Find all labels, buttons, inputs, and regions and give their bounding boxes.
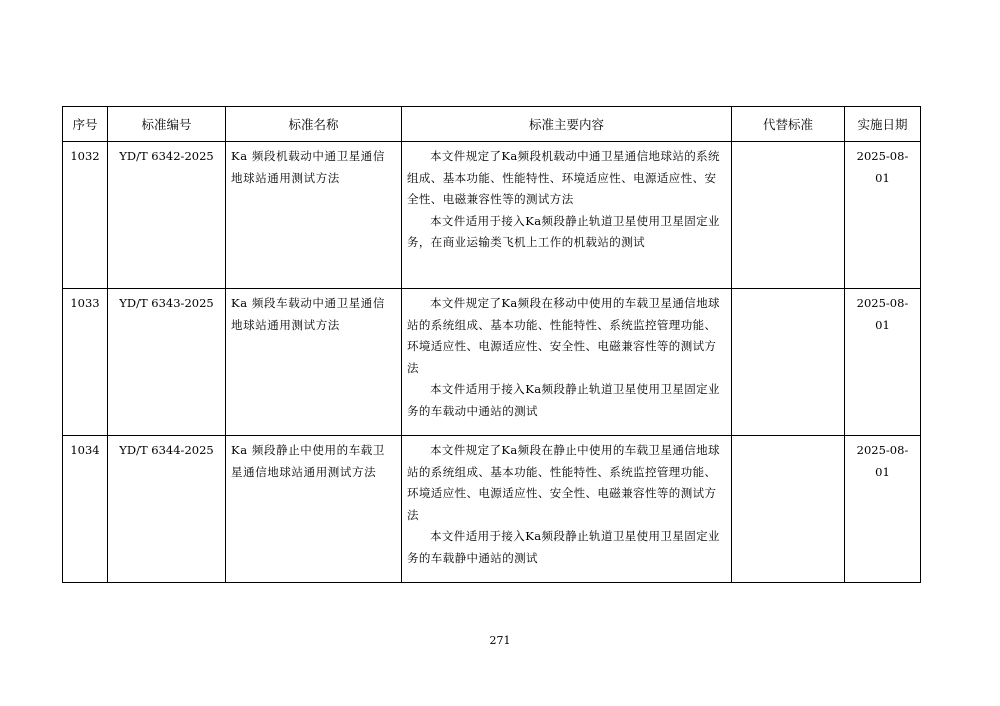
row-name: Ka 频段静止中使用的车载卫星通信地球站通用测试方法: [226, 436, 402, 583]
header-name: 标准名称: [226, 107, 402, 142]
row-content: [402, 436, 732, 583]
content-paragraph: 本文件适用于接入Ka频段静止轨道卫星使用卫星固定业务的车载静中通站的测试: [407, 529, 720, 565]
header-replace: 代替标准: [732, 107, 845, 142]
row-date: 2025-08-01: [845, 436, 921, 583]
header-seq: 序号: [63, 107, 108, 142]
header-content: 标准主要内容: [402, 107, 732, 142]
content-paragraph: 本文件规定了Ka频段在静止中使用的车载卫星通信地球站的系统组成、基本功能、性能特性、系统监控管理功能、环境适应性、电源适应性、安全性、电磁兼容性等的测试方法: [407, 443, 720, 522]
table-row: [63, 436, 921, 583]
row-name: Ka 频段车载动中通卫星通信地球站通用测试方法: [226, 289, 402, 436]
table-row: [63, 289, 921, 436]
row-date: 2025-08-01: [845, 142, 921, 289]
header-code: 标准编号: [108, 107, 226, 142]
table-header-row: [63, 107, 921, 142]
table-row: [63, 142, 921, 289]
page-number: 271: [489, 634, 511, 647]
content-paragraph: 本文件规定了Ka频段在移动中使用的车载卫星通信地球站的系统组成、基本功能、性能特性、系统监控管理功能、环境适应性、电源适应性、安全性、电磁兼容性等的测试方法: [407, 296, 720, 375]
row-code: YD/T 6343-2025: [108, 289, 226, 436]
row-seq: 1034: [63, 436, 108, 583]
content-paragraph: 本文件适用于接入Ka频段静止轨道卫星使用卫星固定业务，在商业运输类飞机上工作的机载站的测试: [407, 213, 720, 249]
row-content: [402, 289, 732, 436]
row-code: YD/T 6342-2025: [108, 142, 226, 289]
row-replace: [732, 436, 845, 583]
row-code: YD/T 6344-2025: [108, 436, 226, 583]
row-replace: [732, 142, 845, 289]
header-date: 实施日期: [845, 107, 921, 142]
content-paragraph: 本文件规定了Ka频段机载动中通卫星通信地球站的系统组成、基本功能、性能特性、环境适应性、电源适应性、安全性、电磁兼容性等的测试方法: [407, 149, 720, 206]
row-replace: [732, 289, 845, 436]
content-paragraph: 本文件适用于接入Ka频段静止轨道卫星使用卫星固定业务的车载动中通站的测试: [407, 382, 720, 418]
row-date: 2025-08-01: [845, 289, 921, 436]
row-seq: 1032: [63, 142, 108, 289]
row-content: [402, 142, 732, 289]
row-seq: 1033: [63, 289, 108, 436]
standards-table: [62, 106, 921, 583]
row-name: Ka 频段机载动中通卫星通信地球站通用测试方法: [226, 142, 402, 289]
